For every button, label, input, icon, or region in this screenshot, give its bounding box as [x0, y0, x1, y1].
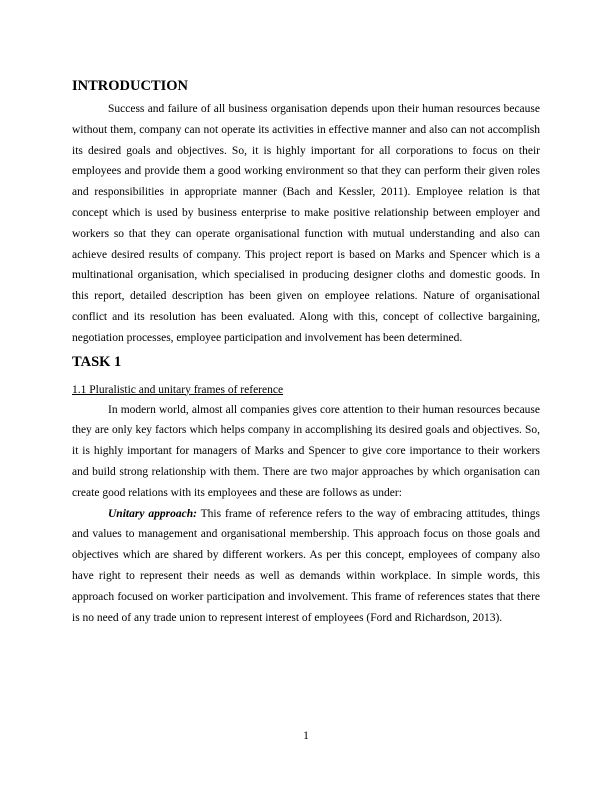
document-page	[72, 77, 540, 628]
page-number: 1	[303, 730, 309, 742]
unitary-approach-paragraph	[72, 504, 540, 629]
introduction-heading: INTRODUCTION	[72, 78, 189, 94]
unitary-approach-text: This frame of reference refers to the way of embracing attitudes, things and values to management and organisational membership. This approach focus on those goals and objectives which are shared by different workers. As per this concept, employees of company also have right to represent their needs as well as demands within workplace. In simple words, this approach focused on worker participation and involvement. This frame of references states that there is no need of any trade union to represent interest of employees (Ford and Richardson, 2013).	[72, 507, 540, 624]
introduction-paragraph: Success and failure of all business organisation depends upon their human resources because without them, company can not operate its activities in effective manner and also can not accomplish its desired goals and objectives. So, it is highly important for all corporations to focus on their employees and provide them a good working environment so that they can perform their given roles and responsibilities in appropriate manner (Bach and Kessler, 2011). Employee relation is that concept which is used by business enterprise to make positive relationship between employer and workers so that they can operate organisational function with mutual understanding and also can achieve desired results of company. This project report is based on Marks and Spencer which is a multinational organisation, which specialised in producing designer cloths and domestic goods. In this report, detailed description has been given on employee relations. Nature of organisational conflict and its resolution has been evaluated. Along with this, concept of collective bargaining, negotiation processes, employee participation and involvement has been determined.	[72, 103, 540, 344]
task1-paragraph-1: In modern world, almost all companies gives core attention to their human resources because they are only key factors which helps company in accomplishing its desired goals and objectives. So, it is highly important for managers of Marks and Spencer to give core importance to their workers and build strong relationship with them. There are two major approaches by which organisation can create good relations with its employees and these are follows as under:	[72, 403, 540, 499]
unitary-approach-term: Unitary approach:	[108, 507, 197, 520]
section-1-1-subheading: 1.1 Pluralistic and unitary frames of reference	[72, 383, 284, 396]
task1-heading: TASK 1	[72, 353, 122, 370]
